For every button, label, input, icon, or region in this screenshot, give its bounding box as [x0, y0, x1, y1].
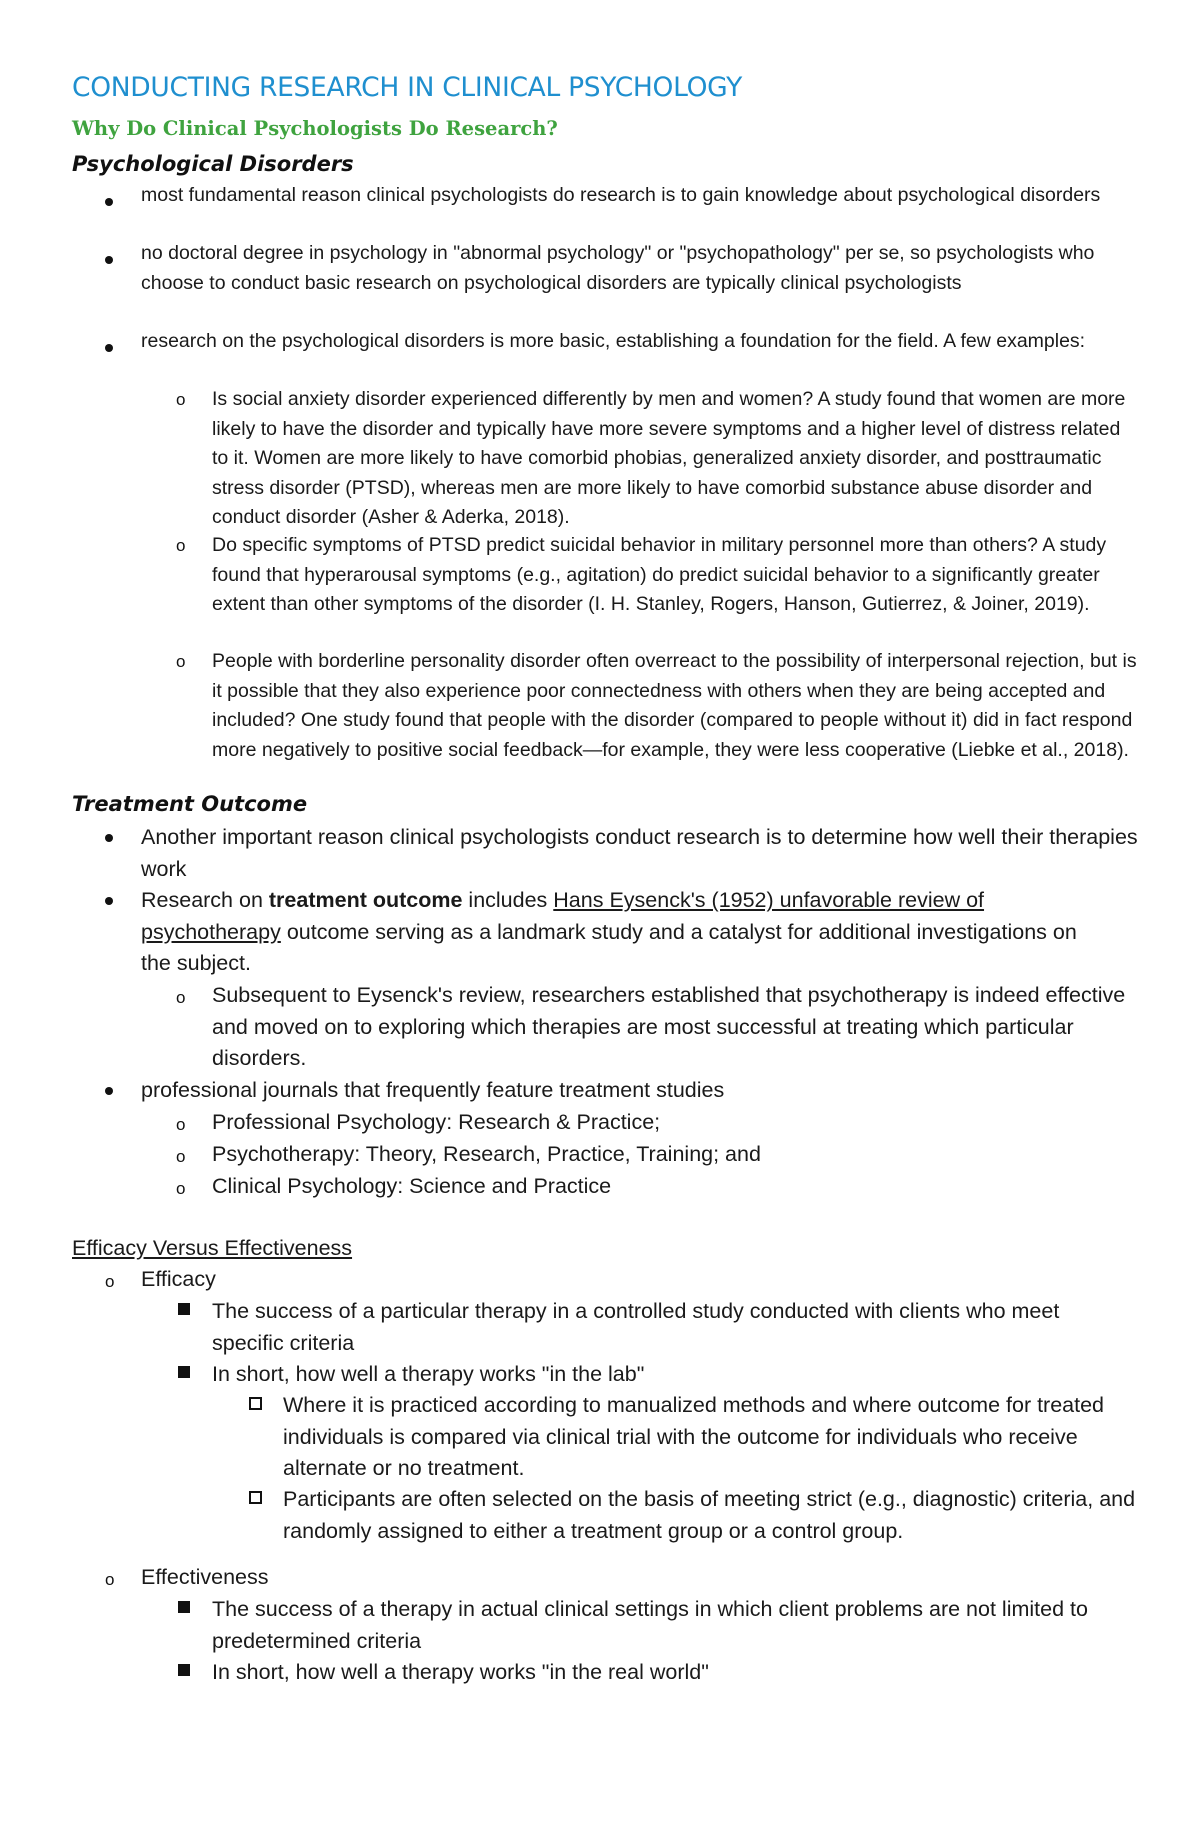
- list-item: no doctoral degree in psychology in "abnormal psychology" or "psychopathology" per se, so psychologists who choose to conduct basic research on psychological disorders are typically clinical psychologists: [141, 242, 1095, 294]
- text-run: Research on: [141, 888, 269, 912]
- bullet-icon: [105, 344, 113, 352]
- hollow-square-bullet-icon: [249, 1491, 262, 1504]
- list-item: [141, 885, 1101, 980]
- circle-bullet-icon: o: [176, 652, 186, 671]
- circle-bullet-icon: o: [176, 988, 186, 1007]
- journal-item: Professional Psychology: Research & Practice;: [212, 1110, 661, 1134]
- list-item: Another important reason clinical psychologists conduct research is to determine how well their therapies work: [141, 825, 1138, 881]
- circle-bullet-icon: o: [105, 1272, 115, 1291]
- circle-bullet-icon: o: [176, 1147, 186, 1166]
- text-run: includes: [462, 888, 554, 912]
- bullet-icon: [105, 256, 113, 264]
- bold-term: treatment outcome: [268, 888, 463, 912]
- circle-bullet-icon: o: [176, 1179, 186, 1198]
- heading-treatment-outcome: Treatment Outcome: [72, 792, 308, 816]
- circle-bullet-icon: o: [176, 390, 186, 409]
- heading-efficacy-vs-effectiveness: Efficacy Versus Effectiveness: [72, 1236, 353, 1260]
- list-item: Effectiveness: [141, 1565, 269, 1589]
- underlined-reference: Hans Eysenck's (1952) unfavorable review of psychotherapy: [141, 888, 985, 944]
- list-item: Is social anxiety disorder experienced differently by men and women? A study found that women are more likely to have the disorder and typically have more severe symptoms and a higher level of distress related to it. Women are more likely to have comorbid phobias, generalized anxiety disorder, and posttraumatic stress disorder (PTSD), whereas men are more likely to have comorbid substance abuse disorder and conduct disorder (Asher & Aderka, 2018).: [212, 388, 1126, 528]
- square-bullet-icon: [178, 1366, 190, 1378]
- list-item: Efficacy: [141, 1267, 216, 1291]
- text-run: outcome serving as a landmark study and a catalyst for additional investigations on the subject.: [141, 919, 1077, 975]
- square-bullet-icon: [178, 1601, 190, 1613]
- bullet-icon: [105, 897, 113, 905]
- list-item: Subsequent to Eysenck's review, researchers established that psychotherapy is indeed effective and moved on to exploring which therapies are most successful at treating which particular disorders.: [212, 983, 1126, 1070]
- list-item: Where it is practiced according to manualized methods and where outcome for treated individuals is compared via clinical trial with the outcome for individuals who receive alternate or no treatment.: [283, 1393, 1105, 1480]
- square-bullet-icon: [178, 1664, 190, 1676]
- list-item: The success of a particular therapy in a controlled study conducted with clients who meet specific criteria: [212, 1299, 1060, 1355]
- list-item: research on the psychological disorders is more basic, establishing a foundation for the field. A few examples:: [141, 330, 1086, 352]
- list-item: In short, how well a therapy works "in the real world": [212, 1660, 709, 1684]
- bullet-icon: [105, 834, 113, 842]
- circle-bullet-icon: o: [176, 536, 186, 555]
- square-bullet-icon: [178, 1303, 190, 1315]
- bullet-icon: [105, 198, 113, 206]
- circle-bullet-icon: o: [176, 1115, 186, 1134]
- list-item: In short, how well a therapy works "in the lab": [212, 1362, 645, 1386]
- list-item: professional journals that frequently feature treatment studies: [141, 1078, 725, 1102]
- list-item: The success of a therapy in actual clinical settings in which client problems are not limited to predetermined criteria: [212, 1597, 1088, 1653]
- section-subtitle: Why Do Clinical Psychologists Do Research?: [72, 117, 558, 140]
- hollow-square-bullet-icon: [249, 1397, 262, 1410]
- bullet-icon: [105, 1087, 113, 1095]
- list-item: Participants are often selected on the basis of meeting strict (e.g., diagnostic) criteria, and randomly assigned to either a treatment group or a control group.: [283, 1487, 1136, 1543]
- circle-bullet-icon: o: [105, 1570, 115, 1589]
- list-item: most fundamental reason clinical psychologists do research is to gain knowledge about psychological disorders: [141, 184, 1101, 206]
- document-title: CONDUCTING RESEARCH IN CLINICAL PSYCHOLOGY: [72, 72, 742, 103]
- list-item: People with borderline personality disorder often overreact to the possibility of interpersonal rejection, but is it possible that they also experience poor connectedness with others when they are being accepted and included? One study found that people with the disorder (compared to people without it) did in fact respond more negatively to positive social feedback—for example, they were less cooperative (Liebke et al., 2018).: [212, 650, 1137, 761]
- journal-item: Clinical Psychology: Science and Practice: [212, 1174, 612, 1198]
- journal-item: Psychotherapy: Theory, Research, Practice, Training; and: [212, 1142, 761, 1166]
- list-item: Do specific symptoms of PTSD predict suicidal behavior in military personnel more than others? A study found that hyperarousal symptoms (e.g., agitation) do predict suicidal behavior to a significantly greater extent than other symptoms of the disorder (I. H. Stanley, Rogers, Hanson, Gutierrez, & Joiner, 2019).: [212, 534, 1107, 615]
- heading-psychological-disorders: Psychological Disorders: [72, 152, 354, 176]
